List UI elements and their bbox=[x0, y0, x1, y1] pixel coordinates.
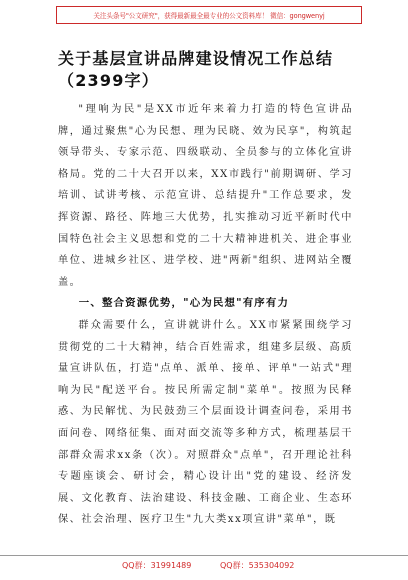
qq-group-right: QQ群：535304092 bbox=[220, 561, 295, 570]
banner-text: 关注头条号"公文研究"，获得最新最全最专业的公文资料库！ 微信：gongwenyj bbox=[93, 12, 325, 20]
document-body bbox=[58, 99, 353, 531]
section-paragraph: 群众需要什么，宣讲就讲什么。XX市紧紧围绕学习贯彻党的二十大精神，结合百姓需求，组建多层级、高质量宣讲队伍，打造"点单、派单、接单、评单"一站式"理响为民"配送平台。按民所需定制"菜单"。按照为民释惑、为民解忧、为民鼓劲三个层面设计调查问卷，采用书面问卷、网络征集、面对面交流等多种方式，梳理基层干部群众需求xx条（次）。对照群众"点单"，召开理论社科专题座谈会、研讨会，精心设计出"党的建设、经济发展、文化教育、法治建设、科技金融、工商企业、生态环保、社会治理、医疗卫生"九大类xx项宣讲"菜单"，既 bbox=[58, 319, 353, 526]
intro-paragraph: "理响为民"是XX市近年来着力打造的特色宣讲品牌，通过聚焦"心为民想、理为民晓、效为民享"，构筑起领导带头、专家示范、四级联动、全员参与的立体化宣讲格局。党的二十大召开以来，XX市践行"前期调研、学习培训、试讲考核、示范宣讲、总结提升"工作总要求，发挥资源、路径、阵地三大优势，扎实推动习近平新时代中国特色社会主义思想和党的二十大精神进机关、进企事业单位、进城乡社区、进学校、进"两新"组织、进网站全覆盖。 bbox=[58, 104, 353, 288]
top-banner bbox=[56, 6, 362, 24]
document-title: 关于基层宣讲品牌建设情况工作总结（2399字） bbox=[58, 49, 334, 90]
section-heading: 一、整合资源优势，"心为民想"有序有力 bbox=[78, 297, 290, 310]
qq-group-left: QQ群：31991489 bbox=[122, 561, 192, 570]
footer-bar bbox=[0, 555, 408, 570]
